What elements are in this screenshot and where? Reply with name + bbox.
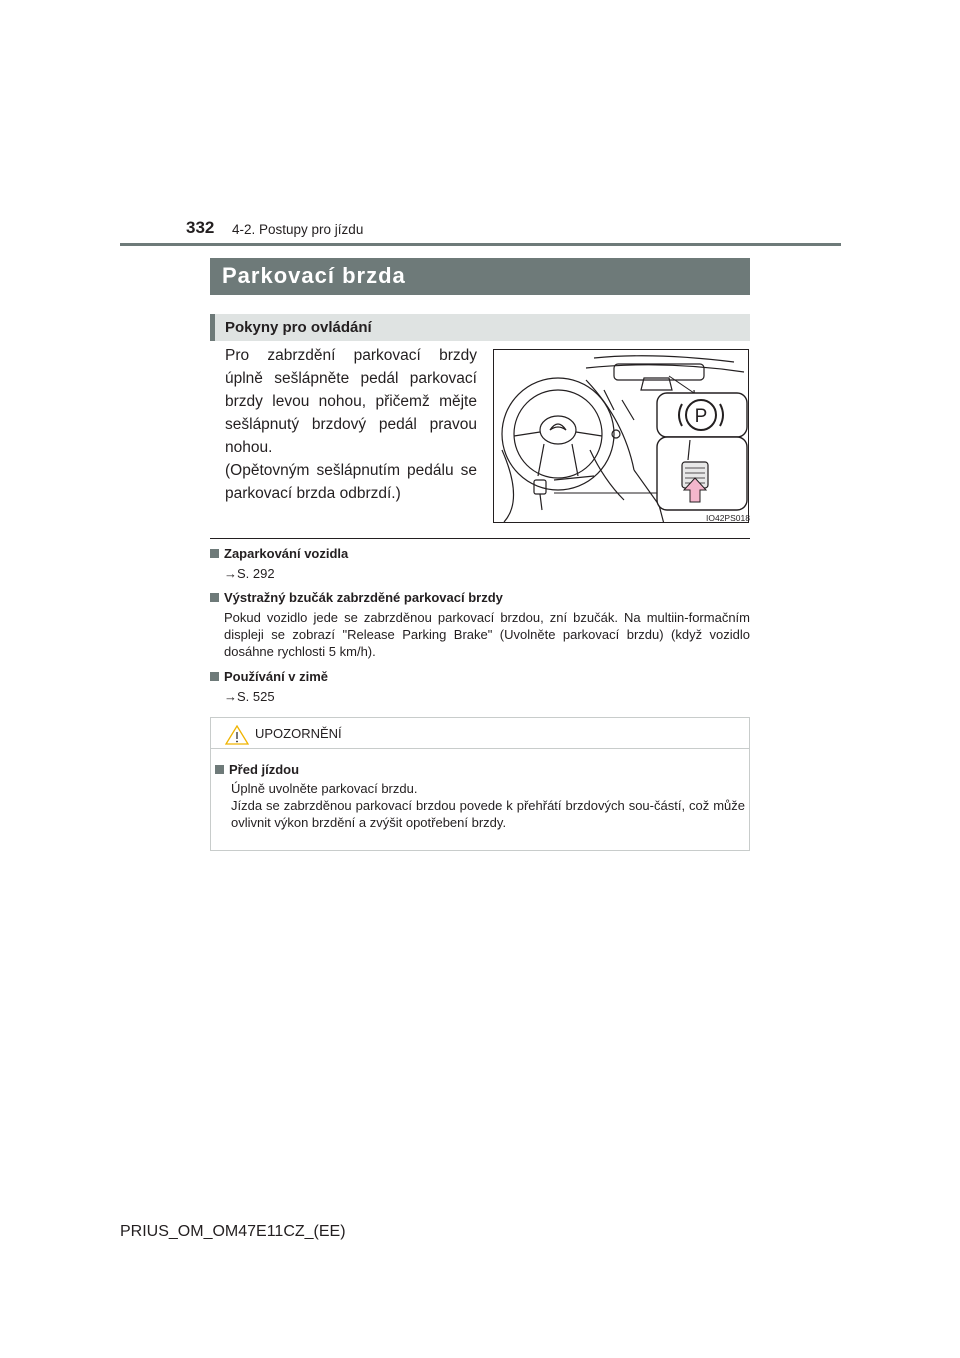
intro-note: (Opětovným sešlápnutím pedálu se parkovací brzda odbrzdí.) bbox=[225, 462, 477, 502]
intro-text bbox=[225, 344, 477, 505]
page-reference: →S. 292 bbox=[224, 566, 275, 581]
caution-heading: Před jízdou bbox=[215, 761, 745, 778]
caution-item bbox=[215, 761, 745, 831]
note-winter bbox=[210, 668, 750, 705]
intro-paragraph: Pro zabrzdění parkovací brzdy úplně sešlápněte pedál parkovací brzdy levou nohou, přičemž mějte sešlápnutý brzdový pedál pravou nohou. bbox=[225, 347, 477, 456]
caution-header bbox=[211, 718, 749, 749]
subheading-label: Pokyny pro ovládání bbox=[225, 319, 372, 336]
header-divider bbox=[120, 243, 841, 246]
note-heading: Zaparkování vozidla bbox=[210, 545, 750, 562]
note-heading: Používání v zimě bbox=[210, 668, 750, 685]
page-reference: →S. 525 bbox=[224, 689, 275, 704]
dashboard-drawing bbox=[494, 350, 749, 523]
subheading-accent bbox=[210, 314, 215, 341]
bullet-square-icon bbox=[215, 765, 224, 774]
caution-line: Jízda se zabrzděnou parkovací brzdou povede k přehřátí brzdových sou-částí, což může ovlivnit výkon brzdění a zvýšit opotřebení brzdy. bbox=[231, 798, 745, 830]
caution-line: Úplně uvolněte parkovací brzdu. bbox=[231, 781, 418, 796]
illustration-code: IO42PS018 bbox=[706, 513, 750, 523]
bullet-square-icon bbox=[210, 593, 219, 602]
title-bar bbox=[210, 258, 750, 295]
footer-doc-code: PRIUS_OM_OM47E11CZ_(EE) bbox=[120, 1223, 346, 1240]
parking-brake-illustration bbox=[493, 349, 749, 523]
caution-label: UPOZORNĚNÍ bbox=[255, 726, 342, 741]
note-parking bbox=[210, 545, 750, 582]
subheading-bar bbox=[210, 314, 750, 341]
warning-triangle-icon bbox=[225, 725, 249, 745]
bullet-square-icon bbox=[210, 672, 219, 681]
note-body: Pokud vozidlo jede se zabrzděnou parkovací brzdou, zní bzučák. Na multiin-formačním displeji se zobrazí "Release Parking Brake" (Uvolněte parkovací brzdu) (když vozidlo dosáhne rychlosti 5 km/h). bbox=[224, 610, 750, 659]
section-path: 4-2. Postupy pro jízdu bbox=[232, 222, 364, 237]
park-symbol: P bbox=[694, 406, 708, 427]
caution-box bbox=[210, 717, 750, 851]
note-heading: Výstražný bzučák zabrzděné parkovací brzdy bbox=[210, 589, 750, 606]
bullet-square-icon bbox=[210, 549, 219, 558]
page-title: Parkovací brzda bbox=[222, 263, 406, 288]
page-number: 332 bbox=[186, 218, 215, 237]
caution-body bbox=[215, 780, 745, 831]
note-warning-buzzer bbox=[210, 589, 750, 660]
section-divider bbox=[210, 538, 750, 539]
